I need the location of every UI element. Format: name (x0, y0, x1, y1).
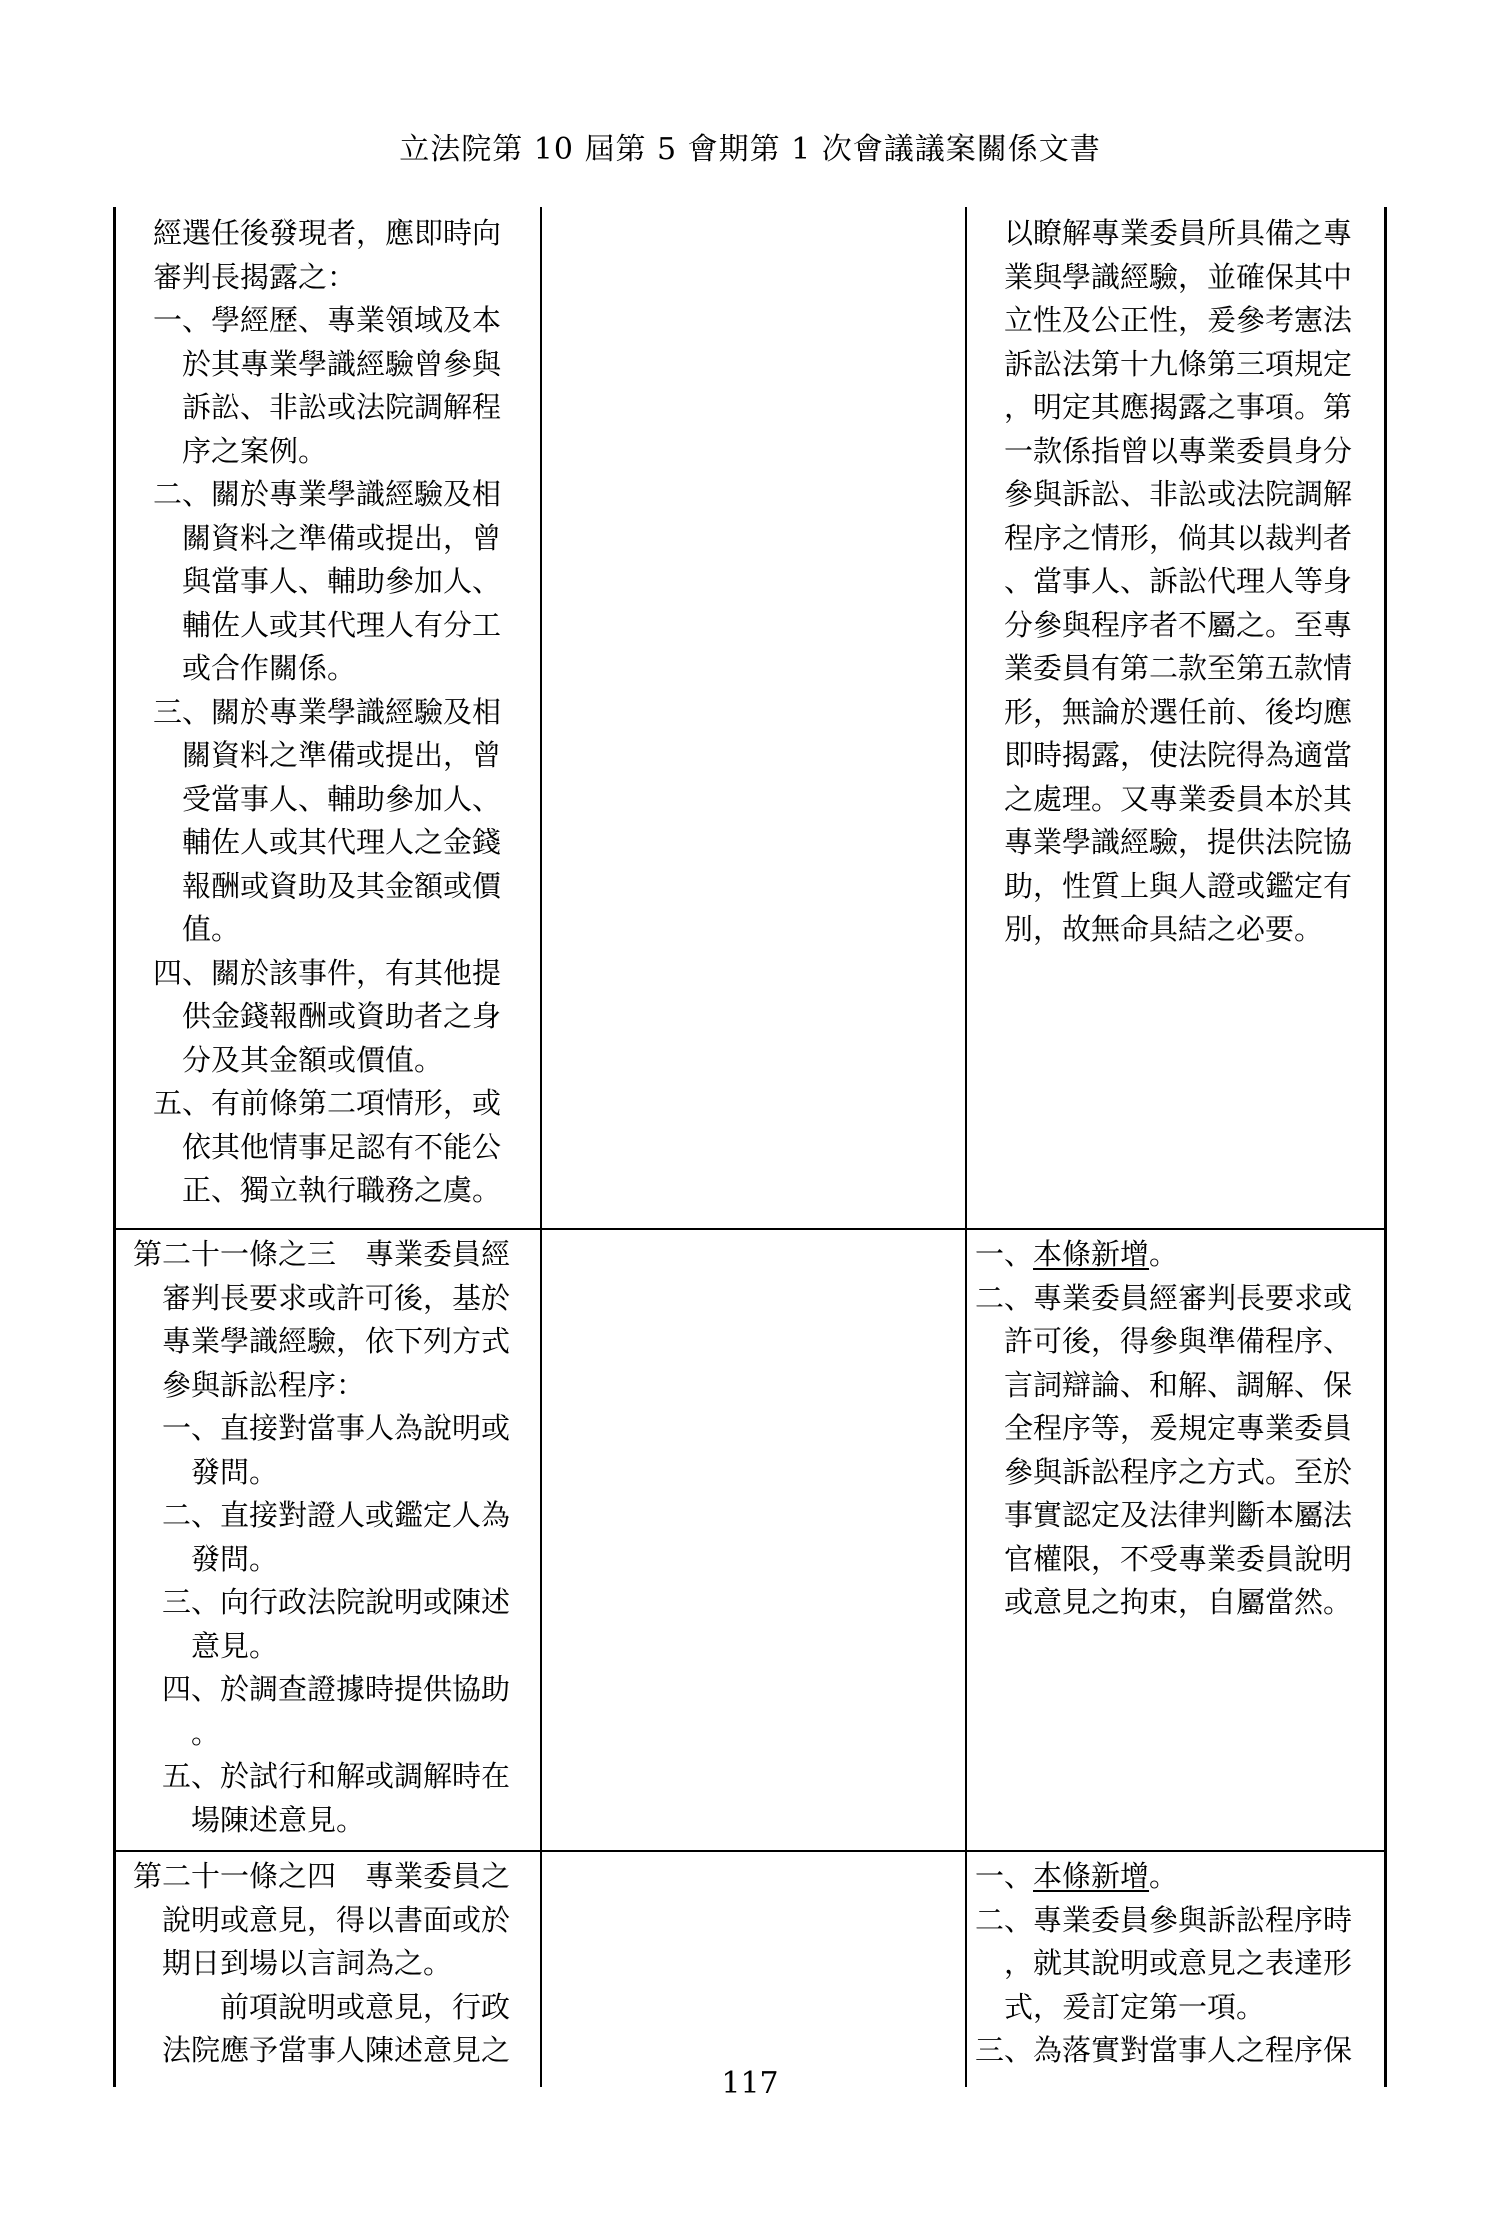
text-line: 四、關於該事件，有其他提 (153, 955, 502, 990)
text-line: 助，性質上與人證或鑑定有 (975, 868, 1353, 903)
text-line: 形，無論於選任前、後均應 (975, 694, 1353, 729)
text-line: 於其專業學識經驗曾參與 (153, 346, 502, 381)
text-line: 參與訴訟程序之方式。至於 (975, 1454, 1353, 1489)
text-line: 立性及公正性，爰參考憲法 (975, 303, 1353, 337)
text-line: 訴訟、非訟或法院調解程 (153, 390, 502, 424)
page-number: 117 (721, 2066, 779, 2101)
text-line: 許可後，得參與準備程序、 (975, 1324, 1353, 1358)
row-separator-2 (113, 1850, 1387, 1852)
text-line: 審判長要求或許可後，基於 (133, 1280, 511, 1315)
table-divider-1 (540, 207, 542, 2087)
row1-left-cell (153, 212, 501, 1213)
text-line: 發問。 (133, 1541, 279, 1576)
text-line: 專業學識經驗，提供法院協 (975, 825, 1353, 859)
text-line: 一、學經歷、專業領域及本 (153, 303, 502, 337)
table-left-border (113, 207, 116, 2087)
text-line: 以瞭解專業委員所具備之專 (975, 216, 1353, 250)
row2-left-cell (133, 1233, 510, 1842)
explanation-first-line (975, 1855, 1352, 1899)
text-line: 別，故無命具結之必要。 (975, 912, 1324, 946)
text-line: 即時揭露，使法院得為適當 (975, 738, 1353, 772)
text-line: 序之案例。 (153, 433, 328, 468)
text-line: 關資料之準備或提出，曾 (153, 520, 502, 555)
text-line: 四、於調查證據時提供協助 (133, 1672, 511, 1706)
item-suffix: 。 (1149, 1859, 1179, 1893)
text-line: 分及其金額或價值。 (153, 1042, 444, 1077)
article-heading-line: 第二十一條之四 專業委員之 (133, 1859, 511, 1893)
text-line: 官權限，不受專業委員說明 (975, 1541, 1353, 1576)
text-line: 關資料之準備或提出，曾 (153, 738, 502, 772)
item-suffix: 。 (1149, 1237, 1179, 1271)
item-prefix: 一、 (975, 1859, 1034, 1893)
text-line: 程序之情形，倘其以裁判者 (975, 520, 1353, 555)
text-line: 二、直接對證人或鑑定人為 (133, 1498, 511, 1532)
text-line: 五、於試行和解或調解時在 (133, 1759, 511, 1793)
text-line: 參與訴訟程序： (133, 1367, 366, 1402)
row3-left-cell (133, 1855, 510, 2073)
text-line: 或意見之拘束，自屬當然。 (975, 1585, 1353, 1619)
text-line: 分參與程序者不屬之。至專 (975, 607, 1353, 642)
text-line: 業委員有第二款至第五款情 (975, 651, 1353, 685)
text-line: 。 (133, 1715, 221, 1750)
text-line: 前項說明或意見，行政 (133, 1989, 511, 2024)
text-line: 與當事人、輔助參加人、 (153, 564, 502, 598)
text-line: 言詞辯論、和解、調解、保 (975, 1367, 1353, 1402)
text-line: 值。 (153, 912, 241, 946)
text-line: 二、專業委員經審判長要求或 (975, 1280, 1353, 1315)
row2-right-cell (975, 1233, 1352, 1625)
text-line: 五、有前條第二項情形，或 (153, 1086, 502, 1120)
table-divider-2 (965, 207, 967, 2087)
text-line: 、當事人、訴訟代理人等身 (975, 564, 1353, 598)
row-separator-1 (113, 1228, 1387, 1230)
row3-right-cell (975, 1855, 1352, 2073)
text-line: 二、專業委員參與訴訟程序時 (975, 1902, 1353, 1937)
document-header: 立法院第 10 屆第 5 會期第 1 次會議議案關係文書 (399, 132, 1101, 167)
text-line: 經選任後發現者，應即時向 (153, 216, 502, 250)
text-line: 參與訴訟、非訟或法院調解 (975, 477, 1353, 511)
text-line: 場陳述意見。 (133, 1802, 366, 1837)
text-line: 依其他情事足認有不能公 (153, 1129, 502, 1164)
text-line: 或合作關係。 (153, 651, 357, 685)
text-line: 全程序等，爰規定專業委員 (975, 1411, 1353, 1445)
text-line: ，就其說明或意見之表達形 (975, 1946, 1353, 1980)
text-line: 式，爰訂定第一項。 (975, 1989, 1266, 2024)
text-line: 之處理。又專業委員本於其 (975, 781, 1353, 816)
text-line: 報酬或資助及其金額或價 (153, 868, 502, 903)
text-line: 專業學識經驗，依下列方式 (133, 1324, 511, 1358)
text-line: 二、關於專業學識經驗及相 (153, 477, 502, 511)
text-line: 法院應予當事人陳述意見之 (133, 2033, 511, 2067)
text-line: 三、為落實對當事人之程序保 (975, 2033, 1353, 2067)
text-line: 意見。 (133, 1628, 279, 1663)
text-line: 三、向行政法院說明或陳述 (133, 1585, 511, 1619)
text-line: 受當事人、輔助參加人、 (153, 781, 502, 816)
text-line: 三、關於專業學識經驗及相 (153, 694, 502, 729)
text-line: ，明定其應揭露之事項。第 (975, 390, 1353, 424)
text-line: 審判長揭露之： (153, 259, 357, 294)
text-line: 一、直接對當事人為說明或 (133, 1411, 511, 1445)
text-line: 期日到場以言詞為之。 (133, 1946, 453, 1980)
new-article-label: 本條新增 (1033, 1237, 1150, 1271)
item-prefix: 一、 (975, 1237, 1034, 1271)
text-line: 說明或意見，得以書面或於 (133, 1902, 511, 1937)
text-line: 發問。 (133, 1454, 279, 1489)
text-line: 供金錢報酬或資助者之身 (153, 999, 502, 1033)
explanation-first-line (975, 1233, 1352, 1277)
comparison-table (113, 207, 1387, 2087)
row1-right-cell (975, 212, 1352, 952)
text-line: 業與學識經驗，並確保其中 (975, 259, 1353, 294)
text-line: 事實認定及法律判斷本屬法 (975, 1498, 1353, 1532)
article-heading-line: 第二十一條之三 專業委員經 (133, 1237, 511, 1271)
text-line: 輔佐人或其代理人有分工 (153, 607, 502, 642)
text-line: 一款係指曾以專業委員身分 (975, 433, 1353, 468)
table-right-border (1384, 207, 1387, 2087)
text-line: 正、獨立執行職務之虞。 (153, 1173, 502, 1207)
text-line: 輔佐人或其代理人之金錢 (153, 825, 502, 859)
new-article-label: 本條新增 (1033, 1859, 1150, 1893)
text-line: 訴訟法第十九條第三項規定 (975, 346, 1353, 381)
